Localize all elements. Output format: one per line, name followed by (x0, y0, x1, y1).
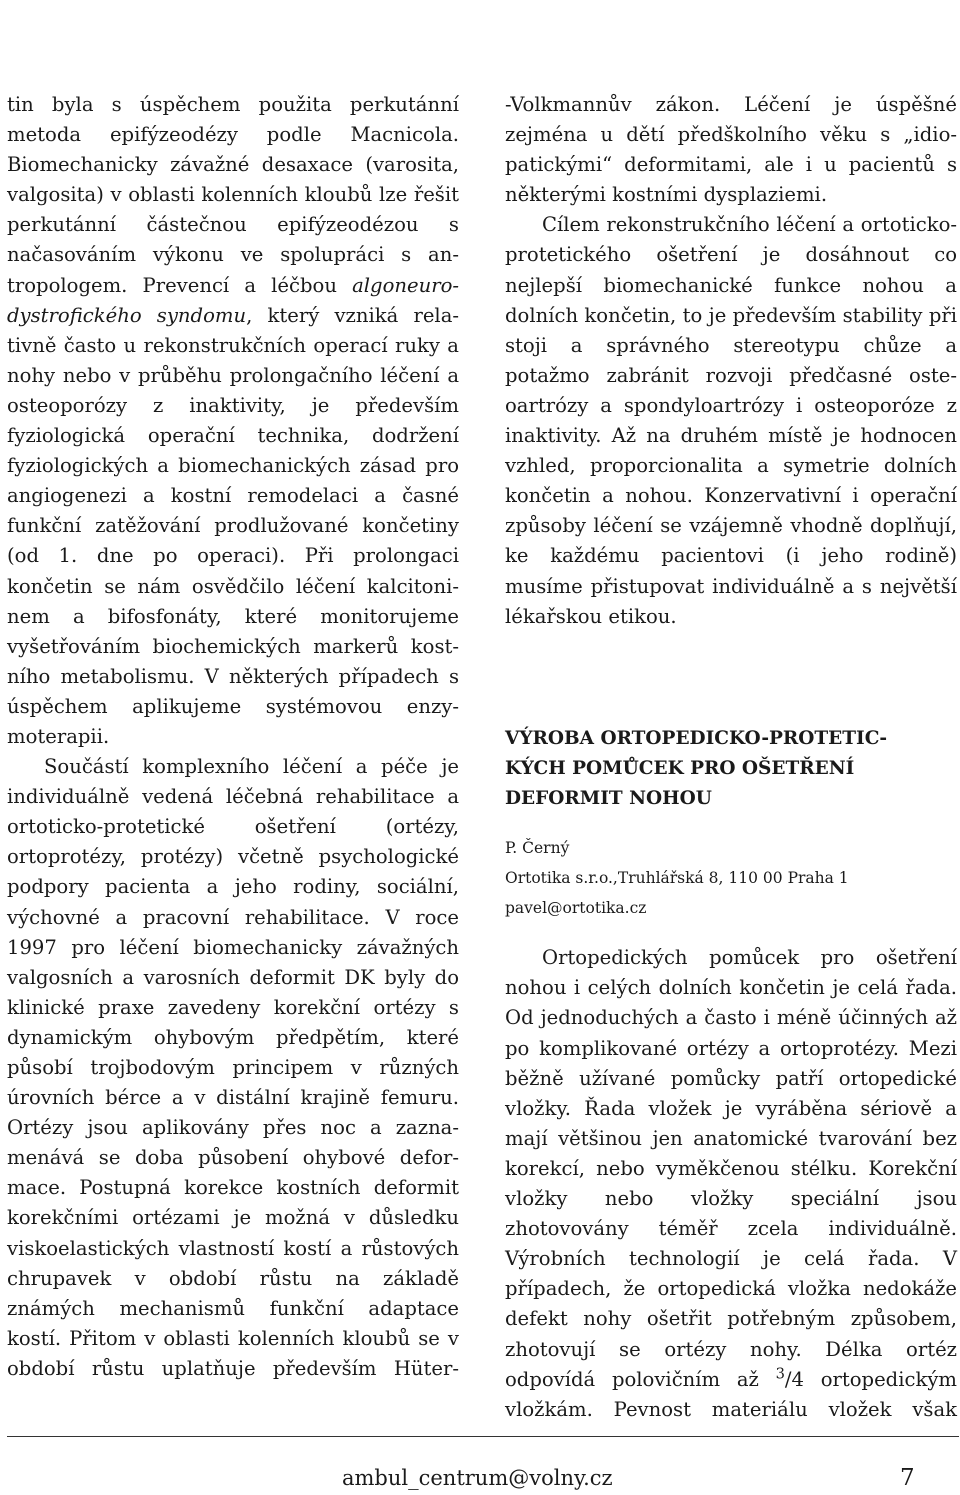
page-number: 7 (900, 1465, 915, 1491)
fraction-denominator: /4 (784, 1367, 804, 1391)
right-paragraph-3 (505, 943, 957, 1425)
right-column (505, 90, 957, 1425)
author-block (505, 833, 957, 923)
right-paragraph-3-end: ortopedickým vložkám. Pevnost materiálu vložek však (505, 1367, 957, 1421)
left-paragraph-1-italic-term: algoneurodystrofického syndomu (7, 273, 459, 327)
left-paragraph-1-end: , který vzniká relativně často u rekonstrukčních operací ruky a nohy nebo v průběhu prolongačního léčení a osteoporózy z inaktivity, je především fyziologická operační technika, dodržení fyziologických a biomechanických zásad pro angiogenezi a kostní remodelaci a časné funkční zatěžování prodlužované končetiny (od 1. dne po operaci). Při prolongaci končetin se nám osvědčilo léčení kalcitoninem a bifosfonáty, které monitorujeme vyšetřováním biochemických markerů kostního metabolismu. V některých případech s úspěchem aplikujeme systémovou enzymoterapii. (7, 303, 460, 748)
left-paragraph-1-start: tin byla s úspěchem použita perkutánní metoda epifýzeodézy podle Macnicola. Biomechanicky závažné desaxace (varosita, valgosita) v oblasti kolenních kloubů lze řešit perkutánní částečnou epifýzeodézou s načasováním výkonu ve spolupráci s antropologem. Prevencí a léčbou (7, 93, 459, 297)
author-name: P. Černý (505, 839, 570, 858)
section-heading (505, 724, 957, 815)
section-heading-line-3: DEFORMIT NOHOU (505, 788, 712, 810)
right-paragraph-1: -Volkmannův zákon. Léčení je úspěšné zejména u dětí předškolního věku s „idiopatickými“ deformitami, ale i u pacientů s některými kostními dysplaziemi. (505, 93, 957, 207)
footer-email: ambul_centrum@volny.cz (342, 1466, 613, 1490)
left-column (7, 90, 459, 1384)
author-email: pavel@ortotika.cz (505, 899, 647, 918)
right-paragraph-2: Cílem rekonstrukčního léčení a ortoticko-protetického ošetření je dosáhnout co nejlepší biomechanické funkce nohou a dolních končetin, to je především stability při stoji a správného stereotypu chůze a potažmo zabránit rozvoji předčasné osteoartrózy a spondyloartrózy i osteoporóze z inaktivity. Až na druhém místě je hodnocen vzhled, proporcionalita a symetrie dolních končetin a nohou. Konzervativní i operační způsoby léčení se vzájemně vhodně doplňují, ke každému pacientovi (i jeho rodině) musíme přistupovat individuálně a s největší lékařskou etikou. (505, 213, 957, 628)
left-paragraph-2: Součástí komplexního léčení a péče je individuálně vedená léčebná rehabilitace a ortoticko-protetické ošetření (ortézy, ortoprotézy, protézy) včetně psychologické podpory pacienta a jeho rodiny, sociální, výchovné a pracovní rehabilitace. V roce 1997 pro léčení biomechanicky závažných valgosních a varosních deformit DK byly do klinické praxe zavedeny korekční ortézy s dynamickým ohybovým předpětím, které působí trojbodovým principem v různých úrovních bérce a v distální krajině femuru. Ortézy jsou aplikovány přes noc a zaznamenává se doba působení ohybové deformace. Postupná korekce kostních deformit korekčními ortézami je možná v důsledku viskoelastických vlastností kostí a růstových chrupavek v období růstu na základě známých mechanismů funkční adaptace kostí. Přitom v oblasti kolenních kloubů se v období růstu uplatňuje především Hüter- (7, 755, 459, 1380)
right-paragraph-3-start: Ortopedických pomůcek pro ošetření nohou i celých dolních končetin je celá řada. Od jednoduchých a často i méně účinných až po komplikované ortézy a ortoprotézy. Mezi běžně užívané pomůcky patří ortopedické vložky. Řada vložek je vyráběna sériově a mají většinou jen anatomické tvarování bez korekcí, nebo vyměkčenou stélku. Korekční vložky nebo vložky speciální jsou zhotovovány téměř zcela individuálně. Výrobních technologií je celá řada. V případech, že ortopedická vložka nedokáže defekt nohy ošetřit potřebným způsobem, zhotovují se ortézy nohy. Délka ortéz odpovídá polovičním až (505, 946, 957, 1391)
author-affiliation: Ortotika s.r.o.,Truhlářská 8, 110 00 Praha 1 (505, 869, 849, 888)
left-paragraph-1 (7, 90, 459, 752)
section-heading-line-1: VÝROBA ORTOPEDICKO-PROTETIC- (505, 727, 888, 749)
fraction-numerator: 3 (775, 1365, 785, 1383)
section-heading-line-2: KÝCH POMŮCEK PRO OŠETŘENÍ (505, 757, 855, 779)
footer-rule (7, 1436, 959, 1437)
